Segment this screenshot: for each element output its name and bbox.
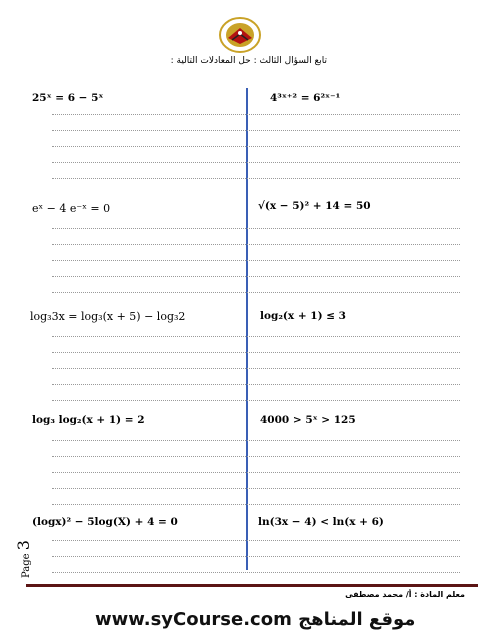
answer-line <box>52 336 460 337</box>
answer-line <box>52 556 460 557</box>
school-emblem-icon <box>218 16 262 54</box>
section-heading: تابع السؤال الثالث : حل المعادلات التالية : <box>170 56 327 66</box>
answer-line <box>52 146 460 147</box>
answer-line <box>52 130 460 131</box>
answer-line <box>52 244 460 245</box>
answer-line <box>52 472 460 473</box>
equation-r1-left: 25ˣ = 6 − 5ˣ <box>32 92 104 104</box>
equation-r3-right: log₂(x + 1) ≤ 3 <box>260 310 346 322</box>
equation-r4-left: log₃ log₂(x + 1) = 2 <box>32 414 145 426</box>
answer-line <box>52 540 460 541</box>
answer-line <box>52 440 460 441</box>
answer-line <box>52 368 460 369</box>
answer-line <box>52 162 460 163</box>
answer-line <box>52 228 460 229</box>
answer-line <box>52 456 460 457</box>
answer-line <box>52 384 460 385</box>
page-label: Page <box>21 553 32 578</box>
answer-line <box>52 400 460 401</box>
equation-r3-left: log₃3x = log₃(x + 5) − log₃2 <box>30 310 186 323</box>
equation-r2-right: √(x − 5)² + 14 = 50 <box>258 200 371 212</box>
equation-r4-right: 4000 > 5ˣ > 125 <box>260 414 356 426</box>
site-url: www.syCourse.com موقع المناهج <box>95 609 416 630</box>
answer-line <box>52 292 460 293</box>
answer-line <box>52 504 460 505</box>
equation-r1-right: 4³ˣ⁺² = 6²ˣ⁻¹ <box>270 92 341 104</box>
answer-line <box>52 178 460 179</box>
answer-line <box>52 276 460 277</box>
page-number <box>12 540 33 584</box>
page-number-value: 3 <box>14 540 33 551</box>
column-divider <box>246 88 248 570</box>
answer-line <box>52 352 460 353</box>
answer-line <box>52 572 460 573</box>
answer-line <box>52 488 460 489</box>
equation-r2-left: eˣ − 4 e⁻ˣ = 0 <box>32 202 111 215</box>
answer-line <box>52 114 460 115</box>
equation-r5-right: ln(3x − 4) < ln(x + 6) <box>258 516 384 528</box>
equation-r5-left: (logx)² − 5log(X) + 4 = 0 <box>32 516 178 528</box>
answer-line <box>52 260 460 261</box>
footer-rule <box>26 584 478 587</box>
teacher-name: معلم المادة : أ/ محمد مصطفى <box>345 590 465 599</box>
